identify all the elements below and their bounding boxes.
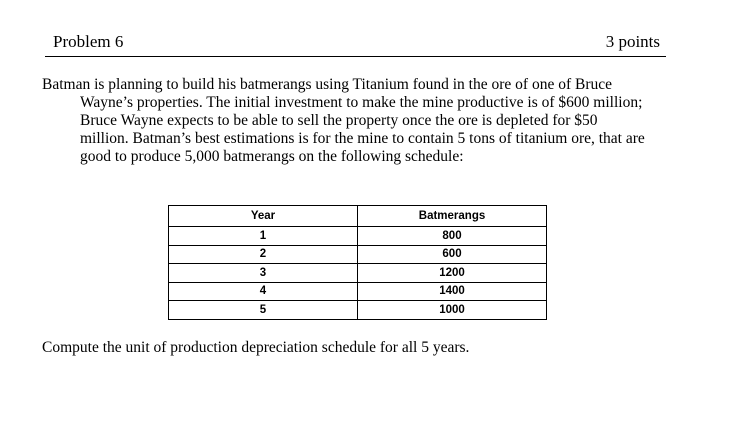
year-cell: 1 [169,227,358,246]
year-cell: 4 [169,282,358,301]
problem-label: Problem 6 [53,32,124,51]
batmerang-schedule-table [168,205,547,320]
year-cell: 3 [169,264,358,283]
batmerangs-cell: 600 [358,245,547,264]
table-row [169,245,547,264]
year-cell: 2 [169,245,358,264]
year-cell: 5 [169,301,358,320]
year-column-header: Year [169,206,358,227]
table-row [169,301,547,320]
table-row [169,227,547,246]
problem-header [45,28,666,57]
table-row [169,264,547,283]
statement-line: Batman is planning to build his batmerangs using Titanium found in the ore of one of Bruce [42,76,612,93]
batmerangs-cell: 1000 [358,301,547,320]
points-label: 3 points [605,32,660,51]
batmerangs-cell: 800 [358,227,547,246]
statement-line: good to produce 5,000 batmerangs on the following schedule: [80,148,464,165]
statement-line: million. Batman’s best estimations is for the mine to contain 5 tons of titanium ore, that are [80,130,645,147]
problem-statement [42,76,682,166]
batmerangs-column-header: Batmerangs [358,206,547,227]
question-text: Compute the unit of production depreciation schedule for all 5 years. [42,339,470,356]
table-header-row [169,206,547,227]
statement-line: Wayne’s properties. The initial investment to make the mine productive is of $600 million; [80,94,643,111]
table-row [169,282,547,301]
batmerangs-cell: 1400 [358,282,547,301]
statement-line: Bruce Wayne expects to be able to sell the property once the ore is depleted for $50 [80,112,598,129]
batmerangs-cell: 1200 [358,264,547,283]
